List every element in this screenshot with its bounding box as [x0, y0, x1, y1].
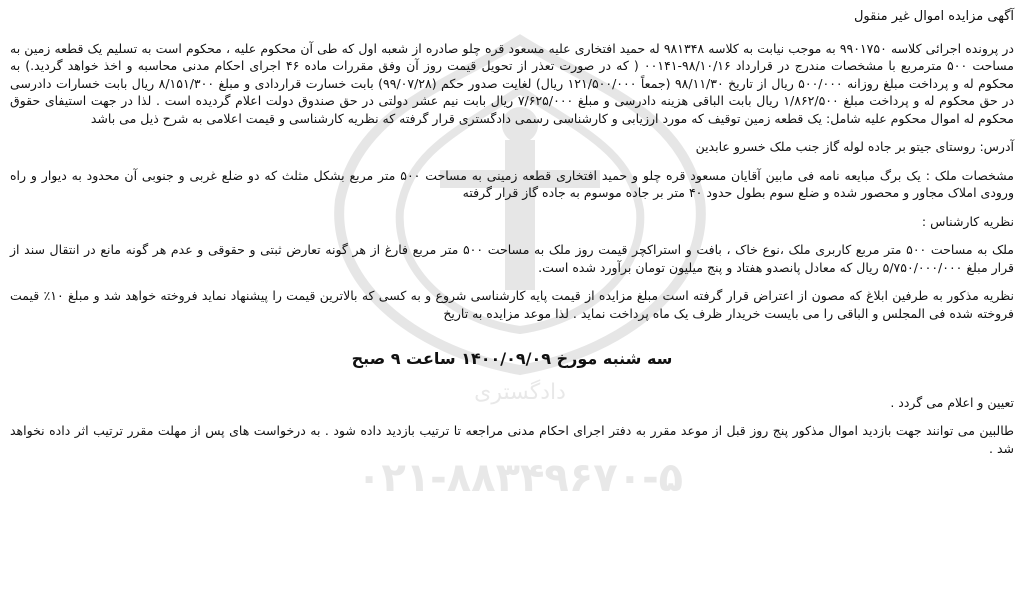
property-address: آدرس: روستای جیتو بر جاده لوله گاز جنب ملک خسرو عابدین [695, 139, 1014, 154]
watermark: دادگستری ۰۲۱-۸۸۳۴۹۶۷۰-۵ [240, 30, 800, 590]
property-specs: مشخصات ملک : یک برگ مبایعه نامه فی مابین آقایان مسعود قره چلو و حمید افتخاری قطعه زمینی به مساحت ۵۰۰ متر مربع بشکل مثلث که دو ضلع غربی و جنوبی آن محدود به دیوار و راه ورودی املاک مجاور و محصور شده و ضلع سوم بطول حدود ۴۰ متر بر جاده موسوم به جاده گاز قرار گرفته [10, 167, 1015, 200]
auction-terms: نظریه مذکور به طرفین ابلاغ که مصون از اعتراض قرار گرفته است مبلغ مزایده از قیمت پایه کارشناسی شروع و به کسی که بالاترین قیمت را پیشنهاد نماید فروخته خواهد شد و مبلغ ۱۰٪ قیمت فروخته شده فی المجلس و الباقی را می بایست خریدار ظرف یک ماه پرداخت نماید . لذا موعد مزایده به تاریخ [10, 288, 1014, 321]
notice-document [10, 8, 1014, 457]
auction-datetime: سه شنبه مورخ ۱۴۰۰/۰۹/۰۹ ساعت ۹ صبح [351, 349, 673, 368]
expert-opinion: ملک به مساحت ۵۰۰ متر مربع کاربری ملک ،نوع خاک ، بافت و استراکچر قیمت روز ملک به مساحت ۵۰۰ متر مربع فارغ از هر گونه تعارض ثبتی و حقوقی و عدم هر گونه مانع در انتقال سند از قرار مبلغ ۵/۷۵۰/۰۰۰/۰۰۰ ریال که معادل پانصدو هفتاد و پنج میلیون تومان برآورد شده است. [10, 242, 1014, 275]
notice-title: آگهی مزایده اموال غیر منقول [853, 9, 1014, 24]
announcement-line: تعیین و اعلام می گردد . [890, 394, 1014, 410]
expert-heading: نظریه کارشناس : [921, 213, 1014, 229]
watermark-phone: ۰۲۱-۸۸۳۴۹۶۷۰-۵ [356, 455, 684, 501]
notice-intro: در پرونده اجرائی کلاسه ۹۹۰۱۷۵۰ به موجب نیابت به کلاسه ۹۸۱۳۴۸ له حمید افتخاری علیه مسعود قره چلو صادره از شعبه اول که طی آن محکوم علیه ، محکوم است به تسلیم یک قطعه زمین به مساحت ۵۰۰ مترمربع با مشخصات مندرج در قرارداد ۹۸/۱۰/۱۶-۰۰۱۴۱ ( که در صورت تعذر از تحویل قیمت روز آن وفق مقررات ماده ۴۶ اجرای احکام مدنی محاسبه و اخذ خواهد گردید.) به محکوم له و پرداخت مبلغ روزانه ۵۰۰/۰۰۰ ریال از تاریخ ۹۸/۱۱/۳۰ (جمعاً ۱۲۱/۵۰۰/۰۰۰ ریال) لغایت صدور حکم (۹۹/۰۷/۲۸) بابت خسارت قراردادی و مبلغ ۸/۱۵۱/۳۰۰ ریال بابت خسارات دادرسی در حق محکوم له و پرداخت مبلغ ۱/۸۶۲/۵۰۰ ریال بابت الباقی هزینه دادرسی و مبلغ ۷/۶۲۵/۰۰۰ ریال بابت نیم عشر دولتی در حق صندوق دولت اعلام گردیده است . لذا در جهت استیفای حقوق محکوم له اموال محکوم علیه شامل: یک قطعه زمین توقیف که مورد ارزیابی و کارشناسی رسمی دادگستری قرار گرفته که نظریه کارشناسی و قیمت اعلامی به شرح ذیل می باشد [10, 40, 1015, 126]
visit-instructions: طالبین می توانند جهت بازدید اموال مذکور پنج روز قبل از موعد مقرر به دفتر اجرای احکام مدنی مراجعه تا ترتیب بازدید داده شود . به درخواست های پس از مهلت مقرر ترتیب اثر داده نخواهد شد . [10, 423, 1014, 456]
